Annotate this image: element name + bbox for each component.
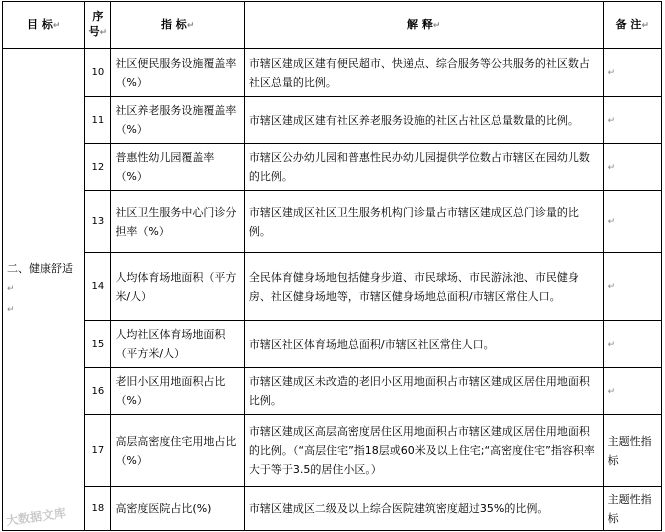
table-row <box>3 487 662 531</box>
row-number: 14 <box>85 253 111 321</box>
row-explanation: 市辖区建成区社区卫生服务机构门诊量占市辖区建成区总门诊量的比例。 <box>244 191 603 253</box>
row-explanation: 市辖区建成区高层高密度居住区用地面积占市辖区建成区居住用地面积的比例。（“高层住宅”指18层或60米及以上住宅;“高密度住宅”指容积率大于等于3.5的居住小区。） <box>244 415 603 487</box>
row-number: 18 <box>85 487 111 531</box>
row-note: ↵ <box>603 191 661 253</box>
row-note: 主题性指标 <box>603 487 661 531</box>
watermark: 大数据文库 <box>5 505 67 529</box>
row-indicator: 老旧小区用地面积占比（%） <box>111 368 244 415</box>
row-note: ↵ <box>603 368 661 415</box>
row-note: 主题性指标 <box>603 415 661 487</box>
row-explanation: 市辖区建成区建有便民超市、快递点、综合服务等公共服务的社区数占社区总量的比例。 <box>244 49 603 97</box>
row-number: 16 <box>85 368 111 415</box>
header-explanation: 解 释↵ <box>244 2 603 49</box>
table-row <box>3 253 662 321</box>
row-indicator: 高层高密度住宅用地占比（%） <box>111 415 244 487</box>
row-indicator: 社区养老服务设施覆盖率（%） <box>111 97 244 144</box>
row-number: 10 <box>85 49 111 97</box>
header-row <box>3 2 662 49</box>
row-indicator: 高密度医院占比(%) <box>111 487 244 531</box>
table-row <box>3 49 662 97</box>
row-number: 13 <box>85 191 111 253</box>
row-number: 11 <box>85 97 111 144</box>
table-row <box>3 368 662 415</box>
row-explanation: 市辖区建成区二级及以上综合医院建筑密度超过35%的比例。 <box>244 487 603 531</box>
row-indicator: 人均社区体育场地面积（平方米/人） <box>111 321 244 368</box>
table-row <box>3 97 662 144</box>
row-explanation: 全民体育健身场地包括健身步道、市民球场、市民游泳池、市民健身房、社区健身场地等，市辖区健身场地总面积/市辖区常住人口。 <box>244 253 603 321</box>
row-indicator: 人均体育场地面积（平方米/人） <box>111 253 244 321</box>
table-row <box>3 191 662 253</box>
row-note: ↵ <box>603 49 661 97</box>
row-explanation: 市辖区社区体育场地总面积/市辖区社区常住人口。 <box>244 321 603 368</box>
header-target: 目 标↵ <box>3 2 85 49</box>
header-indicator: 指 标↵ <box>111 2 244 49</box>
row-note: ↵ <box>603 97 661 144</box>
row-explanation: 市辖区建成区未改造的老旧小区用地面积占市辖区建成区居住用地面积比例。 <box>244 368 603 415</box>
group-cell: 二、健康舒适↵ ↵ <box>3 49 85 531</box>
row-number: 17 <box>85 415 111 487</box>
row-note: ↵ <box>603 253 661 321</box>
row-indicator: 社区卫生服务中心门诊分担率（%） <box>111 191 244 253</box>
header-note: 备 注↵ <box>603 2 661 49</box>
group-label: 二、健康舒适 <box>7 262 73 275</box>
table-row <box>3 415 662 487</box>
row-explanation: 市辖区公办幼儿园和普惠性民办幼儿园提供学位数占市辖区在园幼儿数的比例。 <box>244 144 603 191</box>
indicator-table <box>2 1 662 531</box>
row-explanation: 市辖区建成区建有社区养老服务设施的社区占社区总量数量的比例。 <box>244 97 603 144</box>
row-indicator: 社区便民服务设施覆盖率（%） <box>111 49 244 97</box>
table-row <box>3 321 662 368</box>
table-row <box>3 144 662 191</box>
row-indicator: 普惠性幼儿园覆盖率（%） <box>111 144 244 191</box>
row-number: 12 <box>85 144 111 191</box>
row-note: ↵ <box>603 144 661 191</box>
row-number: 15 <box>85 321 111 368</box>
header-no: 序号↵ <box>85 2 111 49</box>
row-note: ↵ <box>603 321 661 368</box>
